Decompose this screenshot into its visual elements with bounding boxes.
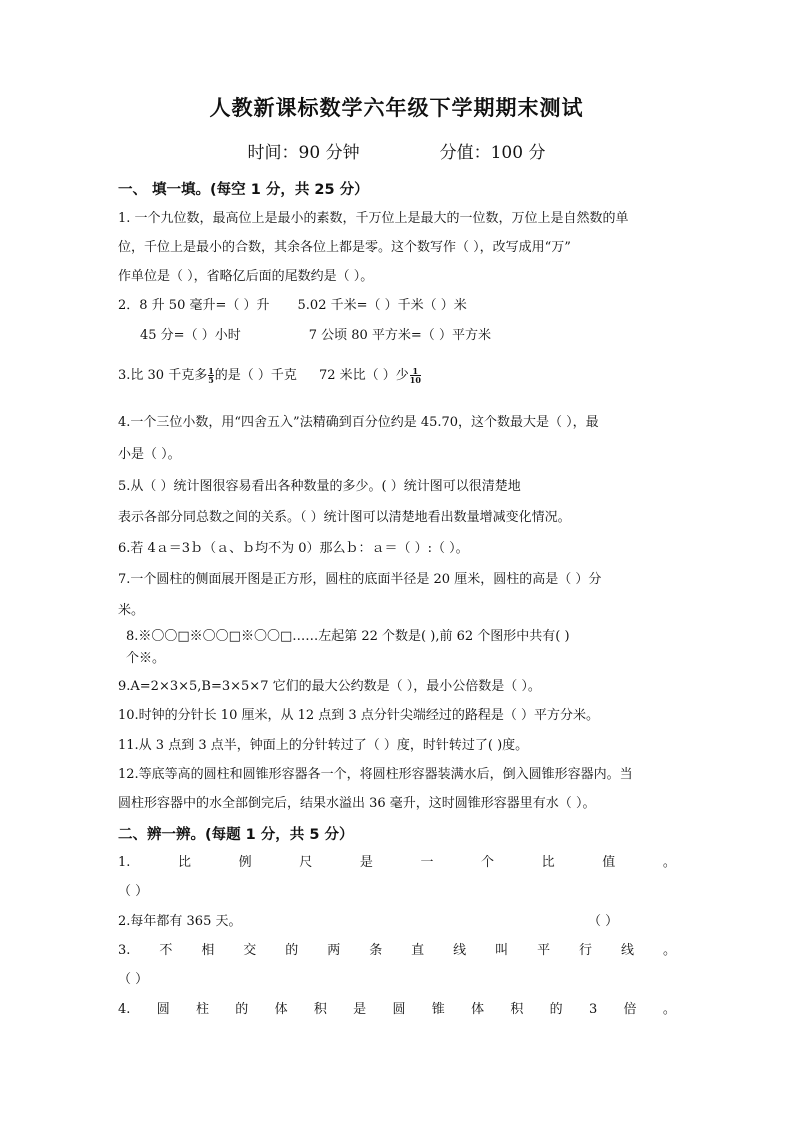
section-2-heading: 二、辨一辨。(每题 1 分，共 5 分） bbox=[118, 827, 354, 843]
q3-part-b-pre: 72 米比（ ）少 bbox=[318, 368, 409, 383]
judge-q3-char: 相 bbox=[201, 943, 215, 958]
judge-q3-char: 平 bbox=[537, 943, 551, 958]
q3-frac2-den: 10 bbox=[409, 375, 421, 385]
q7-line-2: 米。 bbox=[118, 603, 145, 618]
q2-line-2 bbox=[140, 327, 700, 345]
judge-q1-char: 一 bbox=[420, 855, 434, 870]
q8-line-1: 8.※〇〇□※〇〇□※〇〇□……左起第 22 个数是( ),前 62 个图形中共有( ) bbox=[126, 629, 570, 644]
q1-line-3: 作单位是（ ），省略亿后面的尾数约是（ ）。 bbox=[118, 269, 374, 284]
judge-q3-char: 交 bbox=[243, 943, 257, 958]
judge-q1-char: 。 bbox=[662, 855, 676, 870]
judge-q3-char: 直 bbox=[411, 943, 425, 958]
judge-q4-line bbox=[118, 1001, 676, 1019]
page-title: 人教新课标数学六年级下学期期末测试 bbox=[209, 96, 584, 120]
q3-fraction-1 bbox=[208, 367, 214, 384]
q3-part-a-post: 的是（ ）千克 bbox=[214, 368, 297, 383]
q1-line-2: 位，千位上是最小的合数，其余各位上都是零。这个数写作（ ），改写成用“万” bbox=[118, 240, 571, 255]
judge-q1-char: 是 bbox=[359, 855, 373, 870]
exam-score: 分值：100 分 bbox=[439, 143, 546, 163]
q11-line: 11.从 3 点到 3 点半，钟面上的分针转过了（ ）度，时针转过了( )度。 bbox=[118, 738, 529, 753]
section-1-heading: 一、 填一填。(每空 1 分，共 25 分） bbox=[118, 182, 369, 198]
judge-q3-char: 。 bbox=[662, 943, 676, 958]
judge-q3-char: 3. bbox=[118, 943, 131, 958]
q4-line-1: 4.一个三位小数，用“四舍五入”法精确到百分位约是 45.70，这个数最大是（ ），最 bbox=[118, 415, 599, 430]
judge-q3-char: 行 bbox=[579, 943, 593, 958]
judge-q4-char: 体 bbox=[274, 1002, 288, 1017]
q7-line-1: 7.一个圆柱的侧面展开图是正方形，圆柱的底面半径是 20 厘米，圆柱的高是（ ）分 bbox=[118, 572, 602, 587]
q5-line-1: 5.从（ ）统计图很容易看出各种数量的多少。( ）统计图可以很清楚地 bbox=[118, 479, 521, 494]
judge-q1-char: 比 bbox=[541, 855, 555, 870]
judge-q3-char: 条 bbox=[369, 943, 383, 958]
q6-line: 6.若 4ａ＝3ｂ（ａ、ｂ均不为 0）那么ｂ：ａ＝（ ）:（ ）。 bbox=[118, 541, 469, 556]
judge-q4-char: 3 bbox=[588, 1002, 598, 1017]
q2-part-a: 2．8 升 50 毫升=（ ）升 bbox=[118, 298, 270, 313]
q1-line-1: 1. 一个九位数，最高位上是最小的素数，千万位上是最大的一位数，万位上是自然数的单 bbox=[118, 211, 629, 226]
q3-fraction-2 bbox=[410, 367, 421, 384]
judge-q3-bracket: （ ） bbox=[118, 972, 149, 987]
judge-q1-char: 尺 bbox=[299, 855, 313, 870]
judge-q4-char: 柱 bbox=[195, 1002, 209, 1017]
judge-q1-char: 比 bbox=[178, 855, 192, 870]
judge-q3-char: 叫 bbox=[495, 943, 509, 958]
judge-q3-char: 的 bbox=[285, 943, 299, 958]
q2-line-1 bbox=[118, 297, 678, 315]
q3-part-a-pre: 3.比 30 千克多 bbox=[118, 368, 208, 383]
judge-q3-char: 两 bbox=[327, 943, 341, 958]
judge-q1-bracket: （ ） bbox=[118, 884, 149, 899]
q2-part-d: 7 公顷 80 平方米=（ ）平方米 bbox=[308, 328, 491, 343]
judge-q4-char: 是 bbox=[353, 1002, 367, 1017]
judge-q3-char: 线 bbox=[453, 943, 467, 958]
q2-part-c: 45 分=（ ）小时 bbox=[140, 328, 241, 343]
judge-q4-char: 。 bbox=[662, 1002, 676, 1017]
judge-q4-char: 的 bbox=[235, 1002, 249, 1017]
q10-line: 10.时钟的分针长 10 厘米，从 12 点到 3 点分针尖端经过的路程是（ ）平方分米。 bbox=[118, 708, 599, 723]
q12-line-2: 圆柱形容器中的水全部倒完后，结果水溢出 36 毫升，这时圆锥形容器里有水（ ）。 bbox=[118, 796, 596, 811]
judge-q4-char: 圆 bbox=[156, 1002, 170, 1017]
judge-q4-char: 积 bbox=[510, 1002, 524, 1017]
judge-q4-char: 体 bbox=[471, 1002, 485, 1017]
judge-q3-char: 线 bbox=[621, 943, 635, 958]
q3-line bbox=[118, 367, 678, 385]
q5-line-2: 表示各部分同总数之间的关系。（ ）统计图可以清楚地看出数量增减变化情况。 bbox=[118, 510, 571, 525]
judge-q2-bracket: （ ） bbox=[588, 914, 619, 929]
judge-q4-char: 锥 bbox=[431, 1002, 445, 1017]
judge-q1-line bbox=[118, 854, 676, 872]
judge-q1-char: 值 bbox=[602, 855, 616, 870]
q9-line: 9.A=2×3×5,B=3×5×7 它们的最大公约数是（ ），最小公倍数是（ ）。 bbox=[118, 679, 541, 694]
exam-time: 时间：90 分钟 bbox=[247, 143, 360, 163]
judge-q4-char: 圆 bbox=[392, 1002, 406, 1017]
q3-frac1-num: 1 bbox=[208, 366, 214, 376]
judge-q1-char: 1. bbox=[118, 855, 131, 870]
judge-q3-char: 不 bbox=[159, 943, 173, 958]
judge-q4-char: 的 bbox=[549, 1002, 563, 1017]
judge-q2-text: 2.每年都有 365 天。 bbox=[118, 914, 242, 929]
q12-line-1: 12.等底等高的圆柱和圆锥形容器各一个，将圆柱形容器装满水后，倒入圆锥形容器内。当 bbox=[118, 767, 633, 782]
exam-info bbox=[0, 138, 793, 163]
judge-q4-char: 倍 bbox=[623, 1002, 637, 1017]
q4-line-2: 小是（ ）。 bbox=[118, 447, 181, 462]
q3-frac2-num: 1 bbox=[412, 366, 419, 376]
q2-part-b: 5.02 千米=（ ）千米（ ）米 bbox=[297, 298, 467, 313]
judge-q3-line bbox=[118, 942, 676, 960]
q8-line-2: 个※。 bbox=[126, 651, 166, 666]
judge-q1-char: 例 bbox=[238, 855, 252, 870]
q3-frac1-den: 5 bbox=[208, 375, 214, 385]
judge-q1-char: 个 bbox=[481, 855, 495, 870]
judge-q4-char: 积 bbox=[313, 1002, 327, 1017]
judge-q4-char: 4. bbox=[118, 1002, 131, 1017]
